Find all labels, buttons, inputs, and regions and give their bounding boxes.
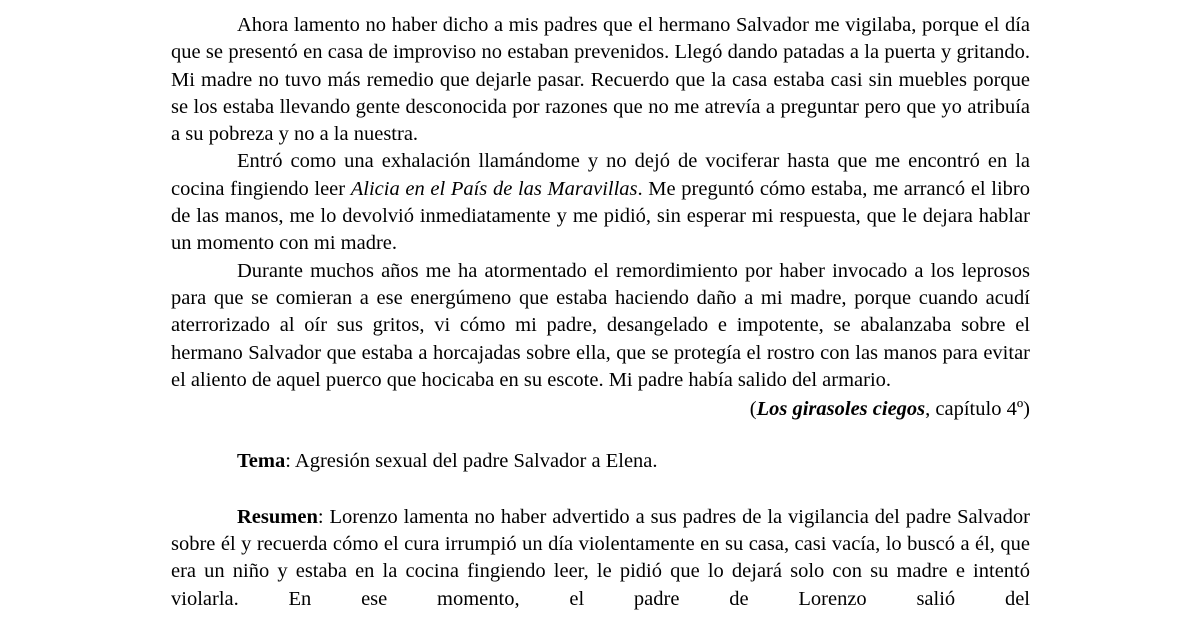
excerpt-paragraph-2-run: Alicia en el País de las Maravillas [350, 177, 638, 200]
attribution-line-run: Los girasoles ciegos [756, 398, 926, 421]
tema-line-run: : Agresión sexual del padre Salvador a Elena. [285, 450, 658, 473]
resumen-paragraph-run: : Lorenzo lamenta no haber advertido a sus padres de la vigilancia del padre Salvador sobre él y recuerda cómo el cura irrumpió un día violentamente en su casa, casi vacía, lo buscó a él, que era un niño y estaba en la cocina fingiendo leer, le pidió que lo dejará solo con su madre e intentó violarla. En ese momento, el padre de Lorenzo salió del [171, 505, 1030, 610]
excerpt-paragraph-2-run: . Me preguntó cómo estaba, me arrancó el libro de las manos, me lo devolvió inmediatamente y me pidió, sin esperar mi respuesta, que le dejara hablar un momento con mi madre. [171, 177, 1031, 255]
excerpt-paragraph-1 [171, 12, 1030, 148]
attribution-line-run: ( [749, 398, 757, 421]
document-body [171, 12, 1030, 613]
excerpt-paragraph-2 [171, 148, 1030, 257]
attribution-line [171, 396, 1030, 423]
resumen-paragraph [171, 504, 1030, 613]
excerpt-paragraph-3 [171, 258, 1030, 394]
excerpt-paragraph-2-run: Entró como una exhalación llamándome y no dejó de vociferar hasta que me encontró en la cocina fingiendo leer [171, 150, 1030, 200]
excerpt-paragraph-3-run: Durante muchos años me ha atormentado el remordimiento por haber invocado a los leprosos para que se comieran a ese energúmeno que estaba haciendo daño a mi madre, porque cuando acudí aterrorizado al oír sus gritos, vi cómo mi padre, desangelado e impotente, se abalanzaba sobre el hermano Salvador que estaba a horcajadas sobre ella, que se protegía el rostro con las manos para evitar el aliento de aquel puerco que hocicaba en su escote. Mi padre había salido del armario. [171, 259, 1030, 391]
tema-line [171, 448, 1030, 475]
attribution-line-run: , capítulo 4º) [925, 398, 1030, 421]
tema-line-run: Tema [237, 450, 286, 473]
excerpt-paragraph-1-run: Ahora lamento no haber dicho a mis padres que el hermano Salvador me vigilaba, porque el día que se presentó en casa de improviso no estaban prevenidos. Llegó dando patadas a la puerta y gritando. Mi madre no tuvo más remedio que dejarle pasar. Recuerdo que la casa estaba casi sin muebles porque se los estaba llevando gente desconocida por razones que no me atrevía a preguntar pero que yo atribuía a su pobreza y no a la nuestra. [171, 14, 1030, 146]
resumen-paragraph-run: Resumen [237, 505, 318, 528]
